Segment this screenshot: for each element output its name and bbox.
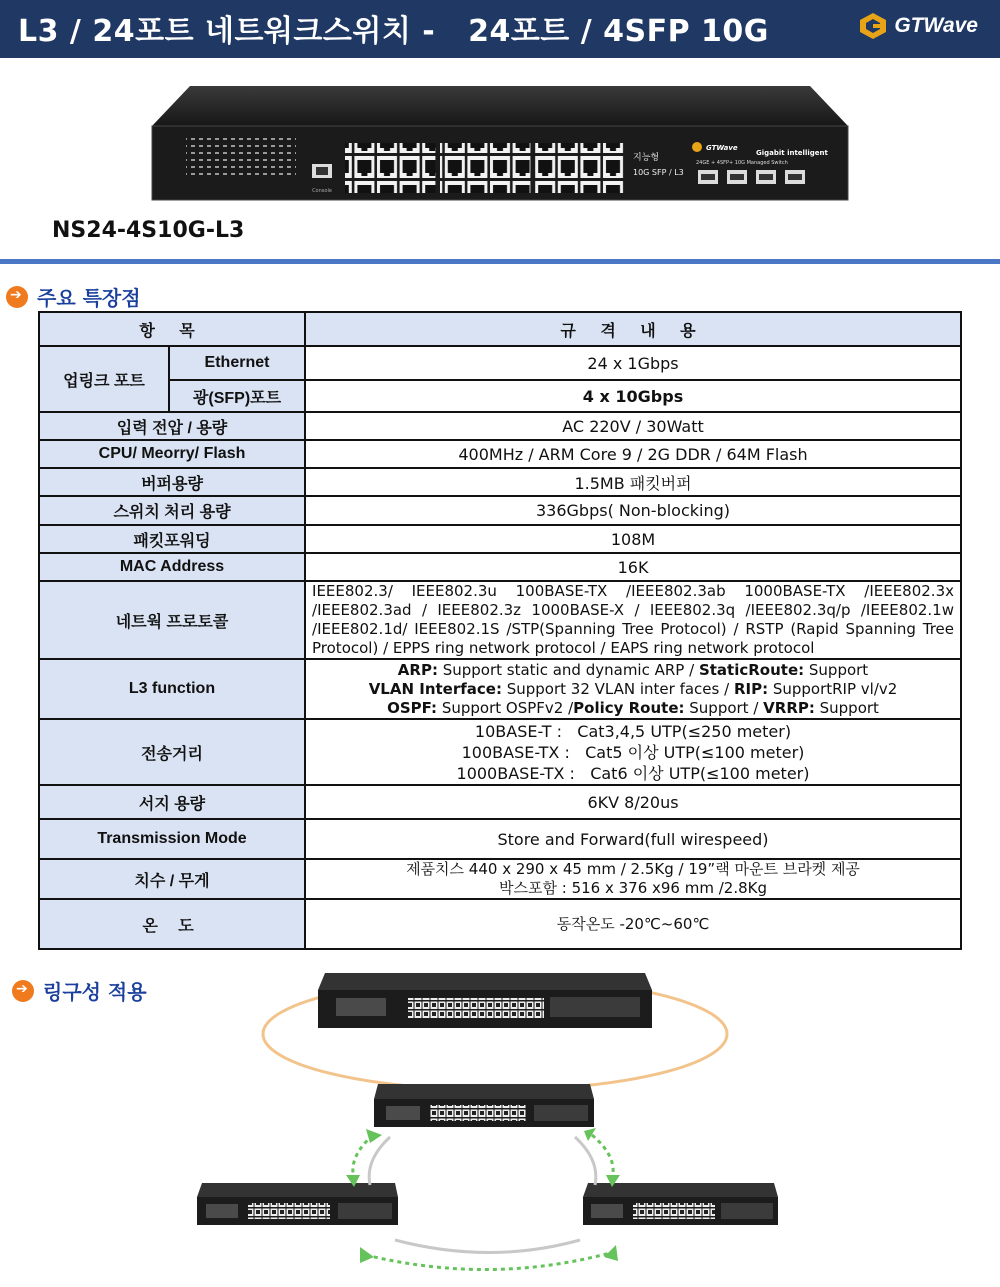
row-value: 4 x 10Gbps (305, 380, 961, 412)
table-row (39, 525, 961, 553)
row-label: Ethernet (169, 346, 305, 380)
table-row (39, 899, 961, 949)
row-label: CPU/ Meorry/ Flash (39, 440, 305, 468)
distance-line: 100BASE-TX : Cat5 이상 UTP(≤100 meter) (461, 742, 805, 762)
distance-line: 10BASE-T : Cat3,4,5 UTP(≤250 meter) (474, 721, 792, 741)
row-value: 108M (305, 525, 961, 553)
svg-text:GTWave: GTWave (706, 144, 738, 152)
row-label: 스위치 처리 용량 (39, 496, 305, 525)
ring-topology-diagram (190, 965, 800, 1285)
row-label: 온 도 (39, 899, 305, 949)
row-value: 제품치스 440 x 290 x 45 mm / 2.5Kg / 19”랙 마운트 브라켓 제공 박스포함 : 516 x 376 x96 mm /2.8Kg (305, 859, 961, 899)
row-value: 400MHz / ARM Core 9 / 2G DDR / 64M Flash (305, 440, 961, 468)
switch-top (318, 973, 652, 1028)
table-row (39, 553, 961, 581)
table-row (39, 659, 961, 719)
row-value: 24 x 1Gbps (305, 346, 961, 380)
gtwave-logo-icon (858, 12, 888, 40)
switch-product-image (150, 80, 850, 202)
table-header-row (39, 312, 961, 346)
switch-right (583, 1183, 778, 1225)
row-value: 16K (305, 553, 961, 581)
table-row (39, 719, 961, 785)
table-row (39, 468, 961, 496)
l3-line: OSPF: Support OSPFv2 /Policy Route: Support / VRRP: Support (387, 698, 879, 717)
row-value: AC 220V / 30Watt (305, 412, 961, 440)
table-row (39, 859, 961, 899)
row-label: L3 function (39, 659, 305, 719)
row-label: 네트웍 프로토콜 (39, 581, 305, 659)
row-label: 패킷포워딩 (39, 525, 305, 553)
row-label: 광(SFP)포트 (169, 380, 305, 412)
svg-text:지능형: 지능형 (633, 153, 660, 163)
spec-table (38, 311, 962, 950)
section-features-heading: ➔ 주요 특장점 (6, 282, 141, 311)
switch-left (197, 1183, 398, 1225)
table-row (39, 496, 961, 525)
svg-text:24GE + 4SFP+ 10G Managed Switc: 24GE + 4SFP+ 10G Managed Switch (696, 160, 788, 166)
header-spec: 규 격 내 용 (305, 312, 961, 346)
table-row (39, 785, 961, 819)
row-label: 치수 / 무게 (39, 859, 305, 899)
distance-value (305, 719, 961, 785)
divider (0, 259, 1000, 264)
row-value: 동작온도 -20℃~60℃ (305, 899, 961, 949)
row-label: MAC Address (39, 553, 305, 581)
switch-middle (374, 1084, 594, 1127)
svg-text:Console: Console (312, 188, 332, 194)
svg-text:Gigabit intelligent: Gigabit intelligent (756, 149, 828, 157)
row-value: Store and Forward(full wirespeed) (305, 819, 961, 859)
distance-line: 1000BASE-TX : Cat6 이상 UTP(≤100 meter) (456, 763, 810, 783)
row-value: IEEE802.3/ IEEE802.3u 100BASE-TX /IEEE802.3ab 1000BASE-TX /IEEE802.3x /IEEE802.3ad / IEEE802.3z 1000BASE-X / IEEE802.3q /IEEE802.3q/p /IEEE802.1w /IEEE802.1d/ IEEE802.1S /STP(Spanning Tree Protocol) / RSTP (Rapid Spanning Tree Protocol) / EPPS ring network protocol / EAPS ring network protocol (305, 581, 961, 659)
page-title: L3 / 24포트 네트워크스위치 - 24포트 / 4SFP 10G (18, 14, 769, 49)
row-value: 1.5MB 패킷버퍼 (305, 468, 961, 496)
table-row (39, 380, 961, 412)
brand-logo (858, 12, 978, 40)
arrow-bullet-icon (6, 286, 28, 308)
row-value: 6KV 8/20us (305, 785, 961, 819)
table-row (39, 440, 961, 468)
l3-line: ARP: Support static and dynamic ARP / StaticRoute: Support (397, 660, 869, 679)
arrow-bullet-icon (12, 980, 34, 1002)
section-ring-heading: ➔ 링구성 적용 (12, 976, 147, 1005)
table-row (39, 412, 961, 440)
header-bar (0, 0, 1000, 58)
row-label: 서지 용량 (39, 785, 305, 819)
l3-line: VLAN Interface: Support 32 VLAN inter faces / RIP: SupportRIP vl/v2 (368, 679, 898, 698)
model-number: NS24-4S10G-L3 (52, 218, 245, 243)
row-label: 전송거리 (39, 719, 305, 785)
brand-name: GTWave (894, 14, 978, 37)
row-label: 입력 전압 / 용량 (39, 412, 305, 440)
svg-text:10G SFP / L3: 10G SFP / L3 (633, 168, 684, 177)
row-label: Transmission Mode (39, 819, 305, 859)
row-label: 업링크 포트 (39, 346, 169, 412)
table-row (39, 581, 961, 659)
table-row (39, 346, 961, 380)
l3-function-value (305, 659, 961, 719)
row-label: 버퍼용량 (39, 468, 305, 496)
row-value: 336Gbps( Non-blocking) (305, 496, 961, 525)
table-row (39, 819, 961, 859)
header-item: 항 목 (39, 312, 305, 346)
